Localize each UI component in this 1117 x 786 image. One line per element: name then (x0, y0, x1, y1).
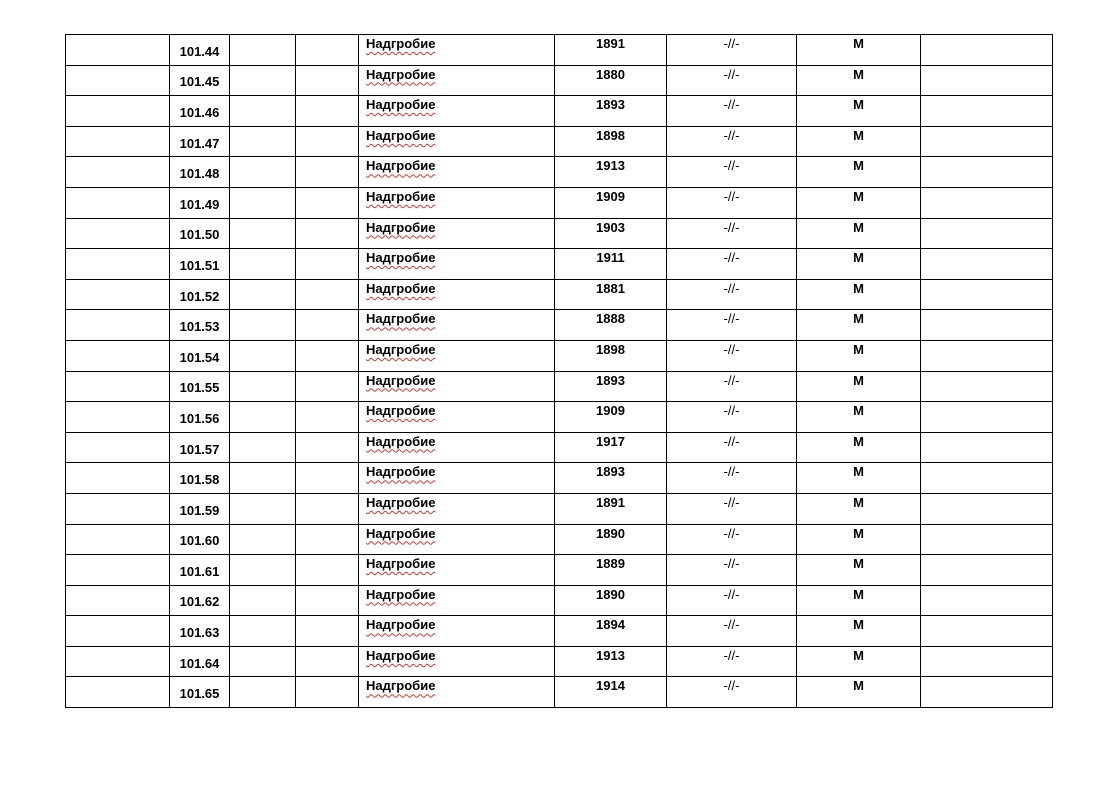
inventory-number-cell: 101.46 (170, 96, 230, 127)
object-name-cell (359, 65, 555, 96)
empty-cell (296, 187, 359, 218)
ditto-cell: -//- (667, 616, 797, 647)
ditto-cell: -//- (667, 585, 797, 616)
material-cell: М (797, 493, 921, 524)
inventory-number-cell: 101.53 (170, 310, 230, 341)
table-row (66, 493, 1053, 524)
table-row (66, 371, 1053, 402)
year-cell: 1891 (555, 493, 667, 524)
inventory-table (65, 34, 1053, 708)
year-cell: 1903 (555, 218, 667, 249)
table-row (66, 35, 1053, 66)
material-cell: М (797, 187, 921, 218)
material-cell: М (797, 96, 921, 127)
object-name-text: Надгробие (366, 66, 436, 82)
empty-cell (66, 249, 170, 280)
table-row (66, 249, 1053, 280)
object-name-text: Надгробие (366, 372, 436, 388)
material-cell: М (797, 310, 921, 341)
year-cell: 1880 (555, 65, 667, 96)
object-name-cell (359, 585, 555, 616)
empty-cell (921, 371, 1053, 402)
year-cell: 1911 (555, 249, 667, 280)
object-name-cell (359, 524, 555, 555)
material-cell: М (797, 279, 921, 310)
year-cell: 1893 (555, 371, 667, 402)
ditto-cell: -//- (667, 402, 797, 433)
object-name-text: Надгробие (366, 280, 436, 296)
material-cell: М (797, 432, 921, 463)
empty-cell (921, 616, 1053, 647)
ditto-cell: -//- (667, 218, 797, 249)
empty-cell (66, 279, 170, 310)
empty-cell (921, 279, 1053, 310)
object-name-text: Надгробие (366, 617, 436, 633)
table-row (66, 126, 1053, 157)
empty-cell (230, 616, 296, 647)
object-name-text: Надгробие (366, 647, 436, 663)
empty-cell (66, 310, 170, 341)
object-name-text: Надгробие (366, 36, 436, 51)
table-row (66, 279, 1053, 310)
ditto-cell: -//- (667, 432, 797, 463)
empty-cell (921, 310, 1053, 341)
empty-cell (230, 432, 296, 463)
empty-cell (66, 402, 170, 433)
empty-cell (921, 677, 1053, 708)
material-cell: М (797, 340, 921, 371)
empty-cell (921, 555, 1053, 586)
inventory-number-cell: 101.47 (170, 126, 230, 157)
empty-cell (66, 585, 170, 616)
inventory-number-cell: 101.58 (170, 463, 230, 494)
table-row (66, 96, 1053, 127)
material-cell: М (797, 218, 921, 249)
ditto-cell: -//- (667, 371, 797, 402)
ditto-cell: -//- (667, 524, 797, 555)
material-cell: М (797, 616, 921, 647)
inventory-number-cell: 101.64 (170, 646, 230, 677)
object-name-cell (359, 310, 555, 341)
year-cell: 1888 (555, 310, 667, 341)
inventory-number-cell: 101.62 (170, 585, 230, 616)
empty-cell (230, 585, 296, 616)
empty-cell (296, 585, 359, 616)
table-row (66, 218, 1053, 249)
inventory-number-cell: 101.57 (170, 432, 230, 463)
empty-cell (66, 96, 170, 127)
empty-cell (296, 402, 359, 433)
object-name-cell (359, 279, 555, 310)
empty-cell (296, 310, 359, 341)
table-row (66, 677, 1053, 708)
empty-cell (296, 279, 359, 310)
empty-cell (230, 524, 296, 555)
table-row (66, 157, 1053, 188)
object-name-text: Надгробие (366, 556, 436, 572)
ditto-cell: -//- (667, 463, 797, 494)
object-name-cell (359, 249, 555, 280)
empty-cell (921, 463, 1053, 494)
inventory-number-cell: 101.55 (170, 371, 230, 402)
empty-cell (296, 432, 359, 463)
year-cell: 1914 (555, 677, 667, 708)
ditto-cell: -//- (667, 126, 797, 157)
empty-cell (921, 340, 1053, 371)
table-row (66, 524, 1053, 555)
table-row (66, 402, 1053, 433)
object-name-cell (359, 646, 555, 677)
material-cell: М (797, 585, 921, 616)
year-cell: 1893 (555, 96, 667, 127)
empty-cell (230, 310, 296, 341)
material-cell: М (797, 555, 921, 586)
object-name-text: Надгробие (366, 525, 436, 541)
empty-cell (296, 249, 359, 280)
year-cell: 1894 (555, 616, 667, 647)
object-name-cell (359, 35, 555, 66)
empty-cell (296, 555, 359, 586)
year-cell: 1890 (555, 585, 667, 616)
empty-cell (296, 646, 359, 677)
year-cell: 1881 (555, 279, 667, 310)
object-name-text: Надгробие (366, 311, 436, 327)
empty-cell (230, 249, 296, 280)
empty-cell (921, 524, 1053, 555)
empty-cell (230, 677, 296, 708)
object-name-cell (359, 493, 555, 524)
inventory-number-cell: 101.50 (170, 218, 230, 249)
object-name-text: Надгробие (366, 97, 436, 113)
empty-cell (230, 157, 296, 188)
object-name-text: Надгробие (366, 341, 436, 357)
material-cell: М (797, 524, 921, 555)
empty-cell (66, 157, 170, 188)
empty-cell (230, 187, 296, 218)
material-cell: М (797, 402, 921, 433)
empty-cell (230, 463, 296, 494)
empty-cell (66, 616, 170, 647)
empty-cell (296, 524, 359, 555)
table-row (66, 555, 1053, 586)
table-row (66, 340, 1053, 371)
year-cell: 1909 (555, 187, 667, 218)
empty-cell (230, 279, 296, 310)
table-row (66, 646, 1053, 677)
empty-cell (296, 493, 359, 524)
empty-cell (230, 126, 296, 157)
empty-cell (921, 35, 1053, 66)
object-name-cell (359, 371, 555, 402)
material-cell: М (797, 35, 921, 66)
year-cell: 1893 (555, 463, 667, 494)
ditto-cell: -//- (667, 677, 797, 708)
material-cell: М (797, 371, 921, 402)
empty-cell (296, 616, 359, 647)
empty-cell (66, 677, 170, 708)
year-cell: 1913 (555, 157, 667, 188)
empty-cell (230, 218, 296, 249)
inventory-number-cell: 101.56 (170, 402, 230, 433)
year-cell: 1898 (555, 126, 667, 157)
empty-cell (921, 402, 1053, 433)
empty-cell (921, 249, 1053, 280)
empty-cell (66, 65, 170, 96)
object-name-text: Надгробие (366, 188, 436, 204)
object-name-text: Надгробие (366, 586, 436, 602)
inventory-number-cell: 101.51 (170, 249, 230, 280)
object-name-cell (359, 340, 555, 371)
inventory-number-cell: 101.48 (170, 157, 230, 188)
object-name-text: Надгробие (366, 219, 436, 235)
empty-cell (296, 157, 359, 188)
object-name-cell (359, 187, 555, 218)
inventory-number-cell: 101.54 (170, 340, 230, 371)
empty-cell (66, 218, 170, 249)
inventory-number-cell: 101.59 (170, 493, 230, 524)
table-row (66, 310, 1053, 341)
ditto-cell: -//- (667, 646, 797, 677)
ditto-cell: -//- (667, 96, 797, 127)
material-cell: М (797, 677, 921, 708)
inventory-number-cell: 101.49 (170, 187, 230, 218)
object-name-text: Надгробие (366, 494, 436, 510)
material-cell: М (797, 65, 921, 96)
empty-cell (921, 126, 1053, 157)
ditto-cell: -//- (667, 35, 797, 66)
empty-cell (66, 126, 170, 157)
empty-cell (66, 340, 170, 371)
empty-cell (66, 646, 170, 677)
ditto-cell: -//- (667, 279, 797, 310)
empty-cell (230, 646, 296, 677)
empty-cell (296, 96, 359, 127)
empty-cell (230, 402, 296, 433)
empty-cell (921, 65, 1053, 96)
empty-cell (921, 157, 1053, 188)
ditto-cell: -//- (667, 310, 797, 341)
object-name-text: Надгробие (366, 158, 436, 174)
inventory-number-cell: 101.60 (170, 524, 230, 555)
year-cell: 1891 (555, 35, 667, 66)
object-name-cell (359, 432, 555, 463)
object-name-cell (359, 126, 555, 157)
empty-cell (230, 493, 296, 524)
object-name-cell (359, 218, 555, 249)
empty-cell (230, 340, 296, 371)
ditto-cell: -//- (667, 493, 797, 524)
empty-cell (921, 187, 1053, 218)
empty-cell (921, 96, 1053, 127)
material-cell: М (797, 463, 921, 494)
empty-cell (230, 65, 296, 96)
table-body (66, 35, 1053, 708)
year-cell: 1917 (555, 432, 667, 463)
inventory-number-cell: 101.61 (170, 555, 230, 586)
material-cell: М (797, 126, 921, 157)
year-cell: 1890 (555, 524, 667, 555)
year-cell: 1889 (555, 555, 667, 586)
ditto-cell: -//- (667, 187, 797, 218)
empty-cell (66, 493, 170, 524)
empty-cell (230, 35, 296, 66)
object-name-text: Надгробие (366, 678, 436, 694)
empty-cell (921, 493, 1053, 524)
empty-cell (296, 340, 359, 371)
object-name-cell (359, 96, 555, 127)
ditto-cell: -//- (667, 555, 797, 586)
object-name-text: Надгробие (366, 464, 436, 480)
object-name-cell (359, 402, 555, 433)
table-row (66, 463, 1053, 494)
empty-cell (921, 218, 1053, 249)
ditto-cell: -//- (667, 65, 797, 96)
empty-cell (296, 35, 359, 66)
empty-cell (66, 35, 170, 66)
object-name-cell (359, 555, 555, 586)
object-name-cell (359, 157, 555, 188)
year-cell: 1913 (555, 646, 667, 677)
table-row (66, 65, 1053, 96)
empty-cell (230, 371, 296, 402)
object-name-cell (359, 463, 555, 494)
object-name-cell (359, 677, 555, 708)
empty-cell (296, 218, 359, 249)
material-cell: М (797, 157, 921, 188)
object-name-text: Надгробие (366, 250, 436, 266)
empty-cell (66, 187, 170, 218)
empty-cell (66, 555, 170, 586)
table-row (66, 187, 1053, 218)
empty-cell (921, 585, 1053, 616)
object-name-cell (359, 616, 555, 647)
material-cell: М (797, 646, 921, 677)
empty-cell (230, 96, 296, 127)
empty-cell (66, 463, 170, 494)
year-cell: 1898 (555, 340, 667, 371)
inventory-number-cell: 101.45 (170, 65, 230, 96)
object-name-text: Надгробие (366, 433, 436, 449)
empty-cell (296, 677, 359, 708)
empty-cell (296, 463, 359, 494)
year-cell: 1909 (555, 402, 667, 433)
ditto-cell: -//- (667, 249, 797, 280)
ditto-cell: -//- (667, 157, 797, 188)
empty-cell (66, 524, 170, 555)
empty-cell (230, 555, 296, 586)
empty-cell (921, 432, 1053, 463)
empty-cell (296, 371, 359, 402)
empty-cell (296, 126, 359, 157)
ditto-cell: -//- (667, 340, 797, 371)
empty-cell (66, 432, 170, 463)
table-row (66, 616, 1053, 647)
empty-cell (921, 646, 1053, 677)
empty-cell (296, 65, 359, 96)
inventory-number-cell: 101.44 (170, 35, 230, 66)
inventory-number-cell: 101.52 (170, 279, 230, 310)
inventory-number-cell: 101.63 (170, 616, 230, 647)
object-name-text: Надгробие (366, 403, 436, 419)
inventory-number-cell: 101.65 (170, 677, 230, 708)
object-name-text: Надгробие (366, 127, 436, 143)
table-row (66, 585, 1053, 616)
empty-cell (66, 371, 170, 402)
material-cell: М (797, 249, 921, 280)
table-row (66, 432, 1053, 463)
